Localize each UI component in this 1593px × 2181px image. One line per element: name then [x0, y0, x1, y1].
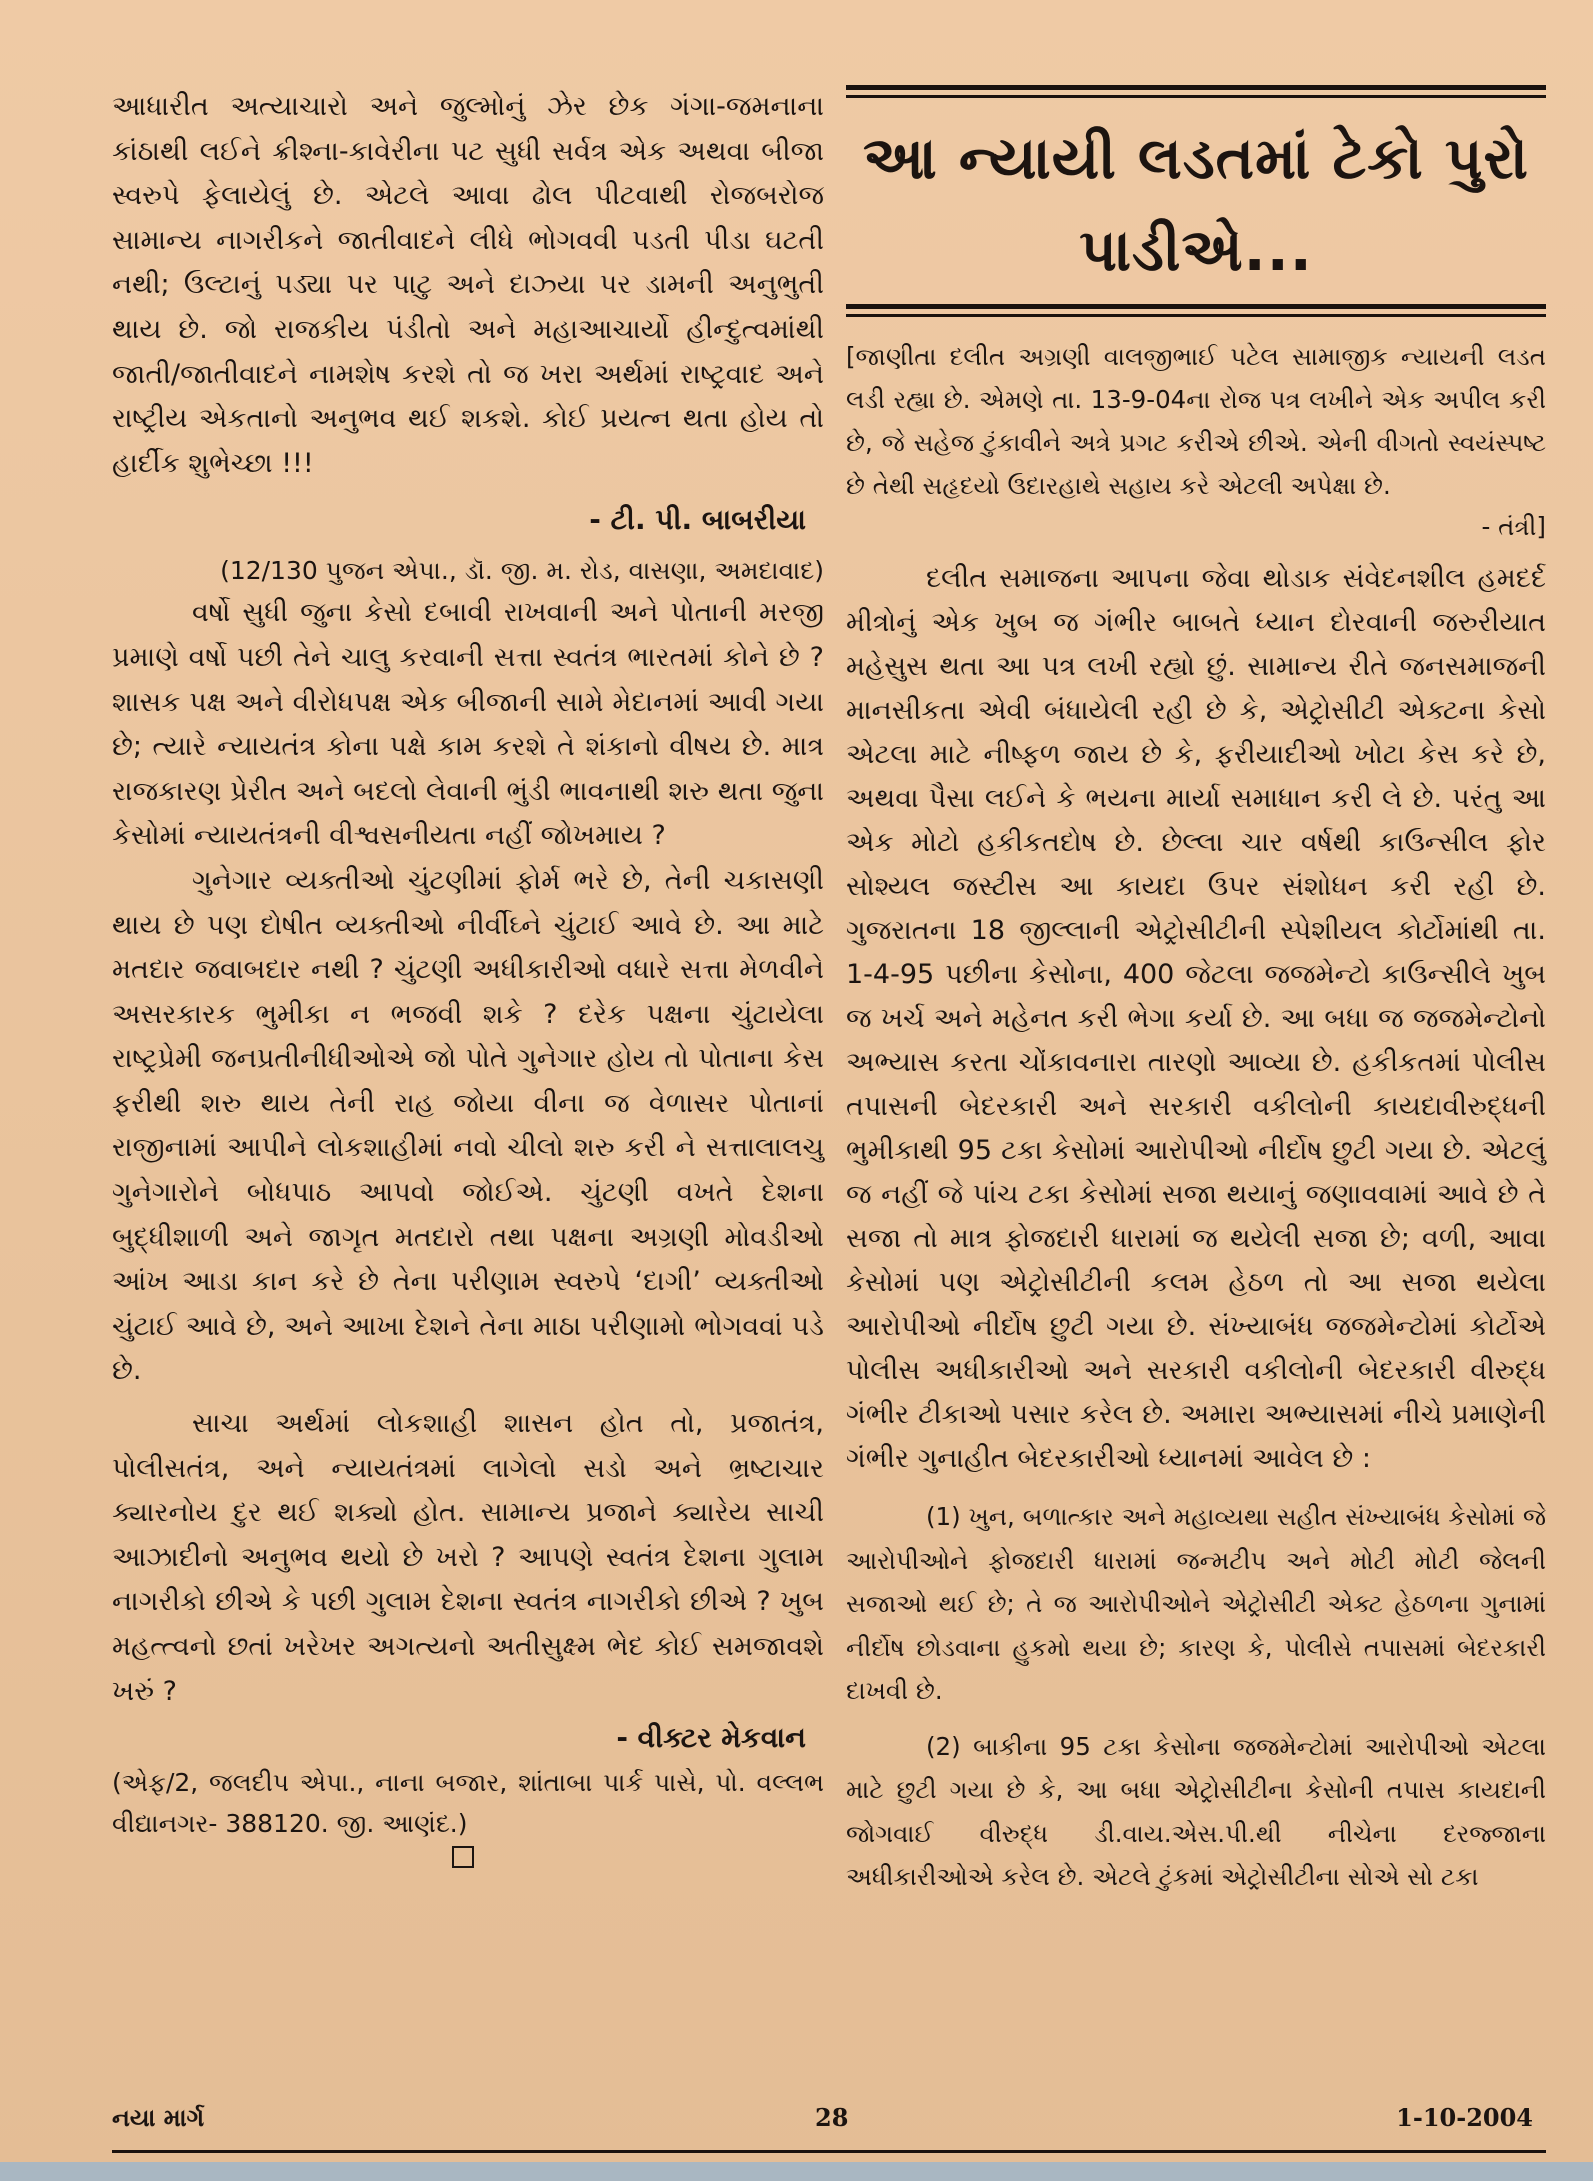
- article-body: દલીત સમાજના આપના જેવા થોડાક સંવેદનશીલ હમદર્દ મીત્રોનું એક ખુબ જ ગંભીર બાબતે ધ્યાન દોરવાની જરુરીયાત મહેસુસ થતા આ પત્ર લખી રહ્યો છું. સામાન્ય રીતે જનસમાજની માનસીકતા એવી બંધાયેલી રહી છે કે, એટ્રોસીટી એક્ટના કેસો એટલા માટે નીષ્ફળ જાય છે કે, ફરીયાદીઓ ખોટા કેસ કરે છે, અથવા પૈસા લઈને કે ભયના માર્યા સમાધાન કરી લે છે. પરંતુ આ એક મોટો હકીકતદોષ છે. છેલ્લા ચાર વર્ષથી કાઉન્સીલ ફોર સોશ્યલ જસ્ટીસ આ કાયદા ઉપર સંશોધન કરી રહી છે. ગુજરાતના 18 જીલ્લાની એટ્રોસીટીની સ્પેશીયલ કોર્ટોમાંથી તા. 1-4-95 પછીના કેસોના, 400 જેટલા જજમેન્ટો કાઉન્સીલે ખુબ જ ખર્ચ અને મહેનત કરી ભેગા કર્યા છે. આ બધા જ જજમેન્ટોનો અભ્યાસ કરતા ચોંકાવનારા તારણો આવ્યા છે. હકીકતમાં પોલીસ તપાસની બેદરકારી અને સરકારી વકીલોની કાયદાવીરુદ્ધની ભુમીકાથી 95 ટકા કેસોમાં આરોપીઓ નીર્દોષ છુટી ગયા છે. એટલું જ નહીં જે પાંચ ટકા કેસોમાં સજા થયાનું જણાવવામાં આવે છે તે સજા તો માત્ર ફોજદારી ધારામાં જ થયેલી સજા છે; વળી, આવા કેસોમાં પણ એટ્રોસીટીની કલમ હેઠળ તો આ સજા થયેલા આરોપીઓ નીર્દોષ છુટી ગયા છે. સંખ્યાબંધ જજમેન્ટોમાં કોર્ટોએ પોલીસ અધીકારીઓ અને સરકારી વકીલોની બેદરકારી વીરુદ્ધ ગંભીર ટીકાઓ પસાર કરેલ છે. અમારા અભ્યાસમાં નીચે પ્રમાણેની ગંભીર ગુનાહીત બેદરકારીઓ ધ્યાનમાં આવેલ છે :: [846, 563, 1546, 1474]
- letter-2-paragraph-3: સાચા અર્થમાં લોકશાહી શાસન હોત તો, પ્રજાતંત્ર, પોલીસતંત્ર, અને ન્યાયતંત્રમાં લાગેલો સડો અને ભ્રષ્ટાચાર ક્યારનોય દુર થઈ શક્યો હોત. સામાન્ય પ્રજાને ક્યારેય સાચી આઝાદીનો અનુભવ થયો છે ખરો ? આપણે સ્વતંત્ર દેશના ગુલામ નાગરીકો છીએ કે પછી ગુલામ દેશના સ્વતંત્ર નાગરીકો છીએ ? ખુબ મહત્ત્વનો છતાં ખરેખર અગત્યનો અતીસુક્ષ્મ ભેદ કોઈ સમજાવશે ખરું ?: [112, 1408, 824, 1707]
- headline-bottom-rule: [846, 304, 1546, 317]
- letter-1-signature: - ટી. પી. બાબરીયા: [589, 503, 806, 537]
- list-item-1: (1) ખુન, બળાત્કાર અને મહાવ્યથા સહીત સંખ્યાબંધ કેસોમાં જે આરોપીઓને ફોજદારી ધારામાં જન્મટીપ અને મોટી મોટી જેલની સજાઓ થઈ છે; તે જ આરોપીઓને એટ્રોસીટી એક્ટ હેઠળના ગુનામાં નીર્દોષ છોડવાના હુકમો થયા છે; કારણ કે, પોલીસે તપાસમાં બેદરકારી દાખવી છે.: [846, 1502, 1546, 1705]
- right-column: [846, 85, 1546, 1899]
- letter-2-paragraph-2: ગુનેગાર વ્યક્તીઓ ચુંટણીમાં ફોર્મ ભરે છે, તેની ચકાસણી થાય છે પણ દોષીત વ્યક્તીઓ નીર્વીઘ્ને ચુંટાઈ આવે છે. આ માટે મતદાર જવાબદાર નથી ? ચુંટણી અધીકારીઓ વધારે સત્તા મેળવીને અસરકારક ભુમીકા ન ભજવી શકે ? દરેક પક્ષના ચુંટાયેલા રાષ્ટ્રપ્રેમી જનપ્રતીનીધીઓએ જો પોતે ગુનેગાર હોય તો પોતાના કેસ ફરીથી શરુ થાય તેની રાહ જોયા વીના જ વેળાસર પોતાનાં રાજીનામાં આપીને લોકશાહીમાં નવો ચીલો શરુ કરી ને સત્તાલાલચુ ગુનેગારોને બોધપાઠ આપવો જોઈએ. ચુંટણી વખતે દેશના બુદ્ધીશાળી અને જાગૃત મતદારો તથા પક્ષના અગ્રણી મોવડીઓ આંખ આડા કાન કરે છે તેના પરીણામ સ્વરુપે ‘દાગી’ વ્યક્તીઓ ચુંટાઈ આવે છે, અને આખા દેશને તેના માઠા પરીણામો ભોગવવાં પડે છે.: [112, 864, 824, 1387]
- letter-2-paragraph-1: વર્ષો સુધી જુના કેસો દબાવી રાખવાની અને પોતાની મરજી પ્રમાણે વર્ષો પછી તેને ચાલુ કરવાની સત્તા સ્વતંત્ર ભારતમાં કોને છે ? શાસક પક્ષ અને વીરોધપક્ષ એક બીજાની સામે મેદાનમાં આવી ગયા છે; ત્યારે ન્યાયતંત્ર કોના પક્ષે કામ કરશે તે શંકાનો વીષય છે. માત્ર રાજકારણ પ્રેરીત અને બદલો લેવાની ભુંડી ભાવનાથી શરુ થતા જુના કેસોમાં ન્યાયતંત્રની વીશ્વસનીયતા નહીં જોખમાય ?: [112, 597, 824, 852]
- footer-magazine-name: નયા માર્ગ: [112, 2103, 205, 2132]
- headline-top-rule: [846, 85, 1546, 98]
- letter-2-signature: - વીક્ટર મેકવાન: [616, 1721, 806, 1755]
- left-column: [112, 85, 824, 1868]
- editor-note: [જાણીતા દલીત અગ્રણી વાલજીભાઈ પટેલ સામાજીક ન્યાયની લડત લડી રહ્યા છે. એમણે તા. 13-9-04ના રોજ પત્ર લખીને એક અપીલ કરી છે, જે સહેજ ટુંકાવીને અત્રે પ્રગટ કરીએ છીએ. એની વીગતો સ્વયંસ્પષ્ટ છે તેથી સહૃદયો ઉદારહાથે સહાય કરે એટલી અપેક્ષા છે.: [846, 342, 1546, 500]
- article-headline: આ ન્યાયી લડતમાં ટેકો પુરો પાડીએ...: [862, 124, 1530, 284]
- letter-1-address: (12/130 પુજન એપા., ડૉ. જી. મ. રોડ, વાસણા, અમદાવાદ): [220, 556, 824, 586]
- list-item-2: (2) બાકીના 95 ટકા કેસોના જજમેન્ટોમાં આરોપીઓ એટલા માટે છુટી ગયા છે કે, આ બધા એટ્રોસીટીના કેસોની તપાસ કાયદાની જોગવાઈ વીરુદ્ધ ડી.વાય.એસ.પી.થી નીચેના દરજ્જાના અધીકારીઓએ કરેલ છે. એટલે ટુંકમાં એટ્રોસીટીના સોએ સો ટકા: [846, 1731, 1546, 1891]
- editor-sign-off: - તંત્રી]: [1481, 512, 1546, 541]
- letter-1-paragraph: આધારીત અત્યાચારો અને જુલ્મોનું ઝેર છેક ગંગા-જમનાના કાંઠાથી લઈને ક્રીશ્ના-કાવેરીના પટ સુધી સર્વત્ર એક અથવા બીજા સ્વરુપે ફેલાયેલું છે. એટલે આવા ઢોલ પીટવાથી રોજબરોજ સામાન્ય નાગરીકને જાતીવાદને લીધે ભોગવવી પડતી પીડા ઘટતી નથી; ઉલ્ટાનું પડ્યા પર પાટુ અને દાઝ્યા પર ડામની અનુભુતી થાય છે. જો રાજકીય પંડીતો અને મહાઆચાર્યો હીન્દુત્વમાંથી જાતી/જાતીવાદને નામશેષ કરશે તો જ ખરા અર્થમાં રાષ્ટ્રવાદ અને રાષ્ટ્રીય એકતાનો અનુભવ થઈ શકશે. કોઈ પ્રયત્ન થતા હોય તો હાર્દીક શુભેચ્છા !!!: [112, 91, 824, 479]
- footer-page-number: 28: [815, 2103, 849, 2132]
- footer-date: 1-10-2004: [1396, 2103, 1533, 2132]
- letter-2-address: (એફ/2, જલદીપ એપા., નાના બજાર, શાંતાબા પાર્ક પાસે, પો. વલ્લભ વીદ્યાનગર- 388120. જી. આણંદ.): [112, 1768, 824, 1839]
- end-mark-icon: [452, 1846, 474, 1868]
- scan-edge-strip: [0, 2162, 1593, 2181]
- footer-rule: [112, 2150, 1546, 2153]
